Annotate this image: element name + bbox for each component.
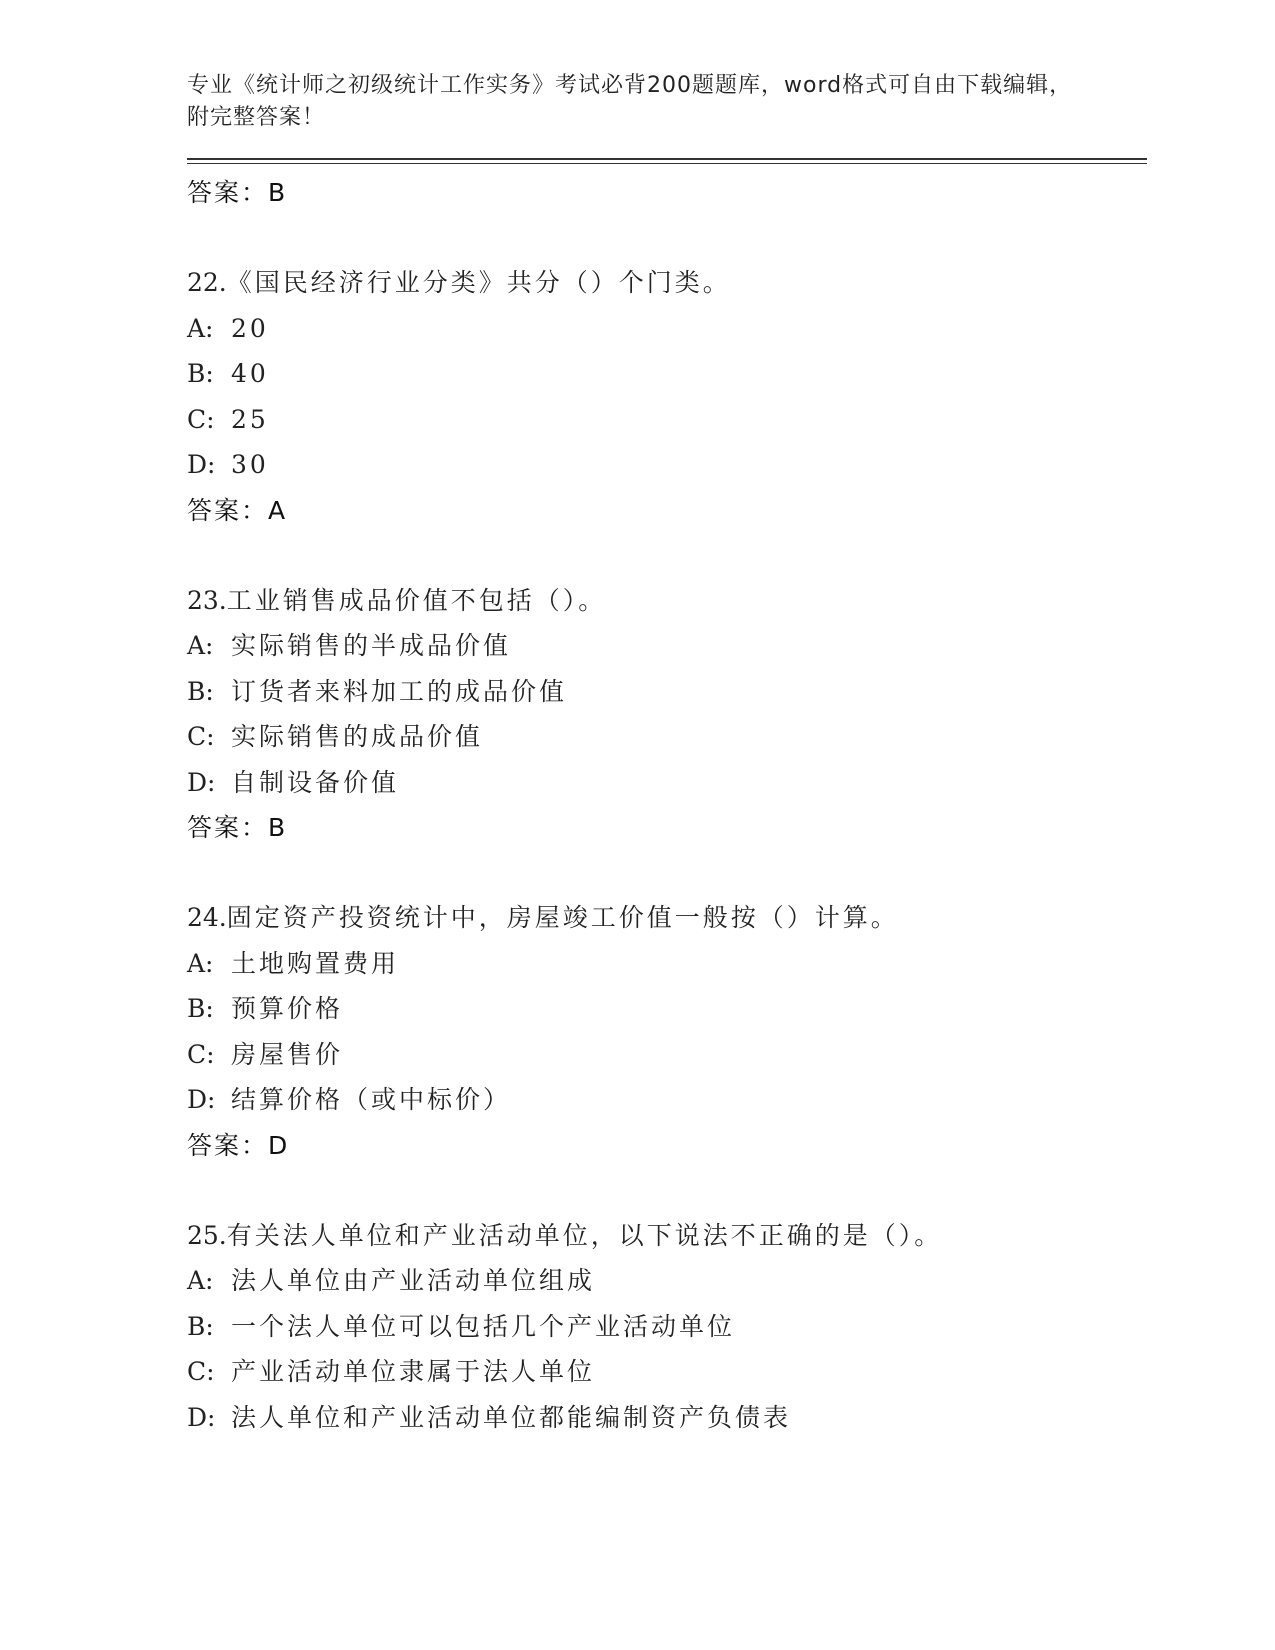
option-text: 结算价格（或中标价） [231, 1085, 512, 1114]
question-25 [187, 1213, 1147, 1441]
question-stem [187, 895, 1147, 941]
question-number: 25. [187, 1220, 227, 1250]
option-key: C: [187, 1357, 215, 1386]
option-text: 20 [231, 313, 269, 343]
option-key: C: [187, 404, 215, 434]
option-key: C: [187, 1039, 215, 1069]
question-text: 工业销售成品价值不包括（）。 [226, 585, 607, 615]
question-23 [187, 578, 1147, 852]
option-key: A: [187, 631, 214, 660]
option-key: B: [187, 359, 214, 388]
option-text: 40 [231, 359, 269, 388]
option-text: 自制设备价值 [231, 767, 400, 797]
answer-line: 答案：A [187, 495, 288, 525]
option-text: 实际销售的半成品价值 [231, 631, 512, 660]
option-text: 一个法人单位可以包括几个产业活动单位 [231, 1311, 736, 1341]
option-key: A: [187, 948, 214, 978]
document-header: 专业《统计师之初级统计工作实务》考试必背200题题库，word格式可自由下载编辑，附完整答案！ [187, 73, 1073, 130]
option-text: 实际销售的成品价值 [231, 722, 484, 751]
option-key: B: [187, 1311, 214, 1341]
answer-line: 答案：B [187, 813, 288, 842]
header-divider [187, 158, 1147, 164]
option-key: D: [187, 1085, 216, 1114]
answer-line: 答案：D [187, 1130, 290, 1160]
question-number: 24. [187, 903, 227, 932]
option-text: 预算价格 [231, 994, 344, 1023]
option-d [187, 760, 1147, 806]
option-a [187, 623, 1147, 669]
question-text: 固定资产投资统计中，房屋竣工价值一般按（）计算。 [226, 903, 899, 932]
answer-line: 答案：B [187, 178, 288, 207]
option-b [187, 986, 1147, 1032]
option-c [187, 1349, 1147, 1395]
option-d [187, 1395, 1147, 1441]
question-stem [187, 260, 1147, 306]
option-text: 土地购置费用 [231, 948, 400, 978]
question-stem [187, 578, 1147, 624]
question-22 [187, 260, 1147, 534]
question-text: 有关法人单位和产业活动单位，以下说法不正确的是（）。 [226, 1220, 943, 1250]
option-a [187, 1258, 1147, 1304]
option-key: D: [187, 1402, 216, 1432]
document-page [187, 70, 1147, 1440]
option-key: D: [187, 450, 216, 479]
option-text: 产业活动单位隶属于法人单位 [231, 1357, 596, 1386]
option-d [187, 1077, 1147, 1123]
option-text: 法人单位由产业活动单位组成 [231, 1266, 596, 1295]
option-text: 订货者来料加工的成品价值 [231, 676, 568, 706]
option-key: B: [187, 676, 214, 706]
option-text: 30 [231, 450, 269, 479]
question-number: 22. [187, 268, 227, 297]
option-key: B: [187, 994, 214, 1023]
question-number: 23. [187, 585, 227, 615]
option-c [187, 1032, 1147, 1078]
question-stem [187, 1213, 1147, 1259]
option-c [187, 397, 1147, 443]
option-text: 法人单位和产业活动单位都能编制资产负债表 [231, 1402, 792, 1432]
option-text: 房屋售价 [231, 1039, 344, 1069]
option-key: A: [187, 313, 214, 343]
question-24 [187, 895, 1147, 1169]
option-key: A: [187, 1266, 214, 1295]
option-b [187, 669, 1147, 715]
option-key: C: [187, 722, 215, 751]
option-b [187, 1304, 1147, 1350]
option-a [187, 941, 1147, 987]
question-text: 《国民经济行业分类》共分（）个门类。 [226, 268, 731, 297]
option-text: 25 [231, 404, 269, 434]
option-b [187, 351, 1147, 397]
option-d [187, 442, 1147, 488]
option-key: D: [187, 767, 216, 797]
option-c [187, 714, 1147, 760]
option-a [187, 306, 1147, 352]
